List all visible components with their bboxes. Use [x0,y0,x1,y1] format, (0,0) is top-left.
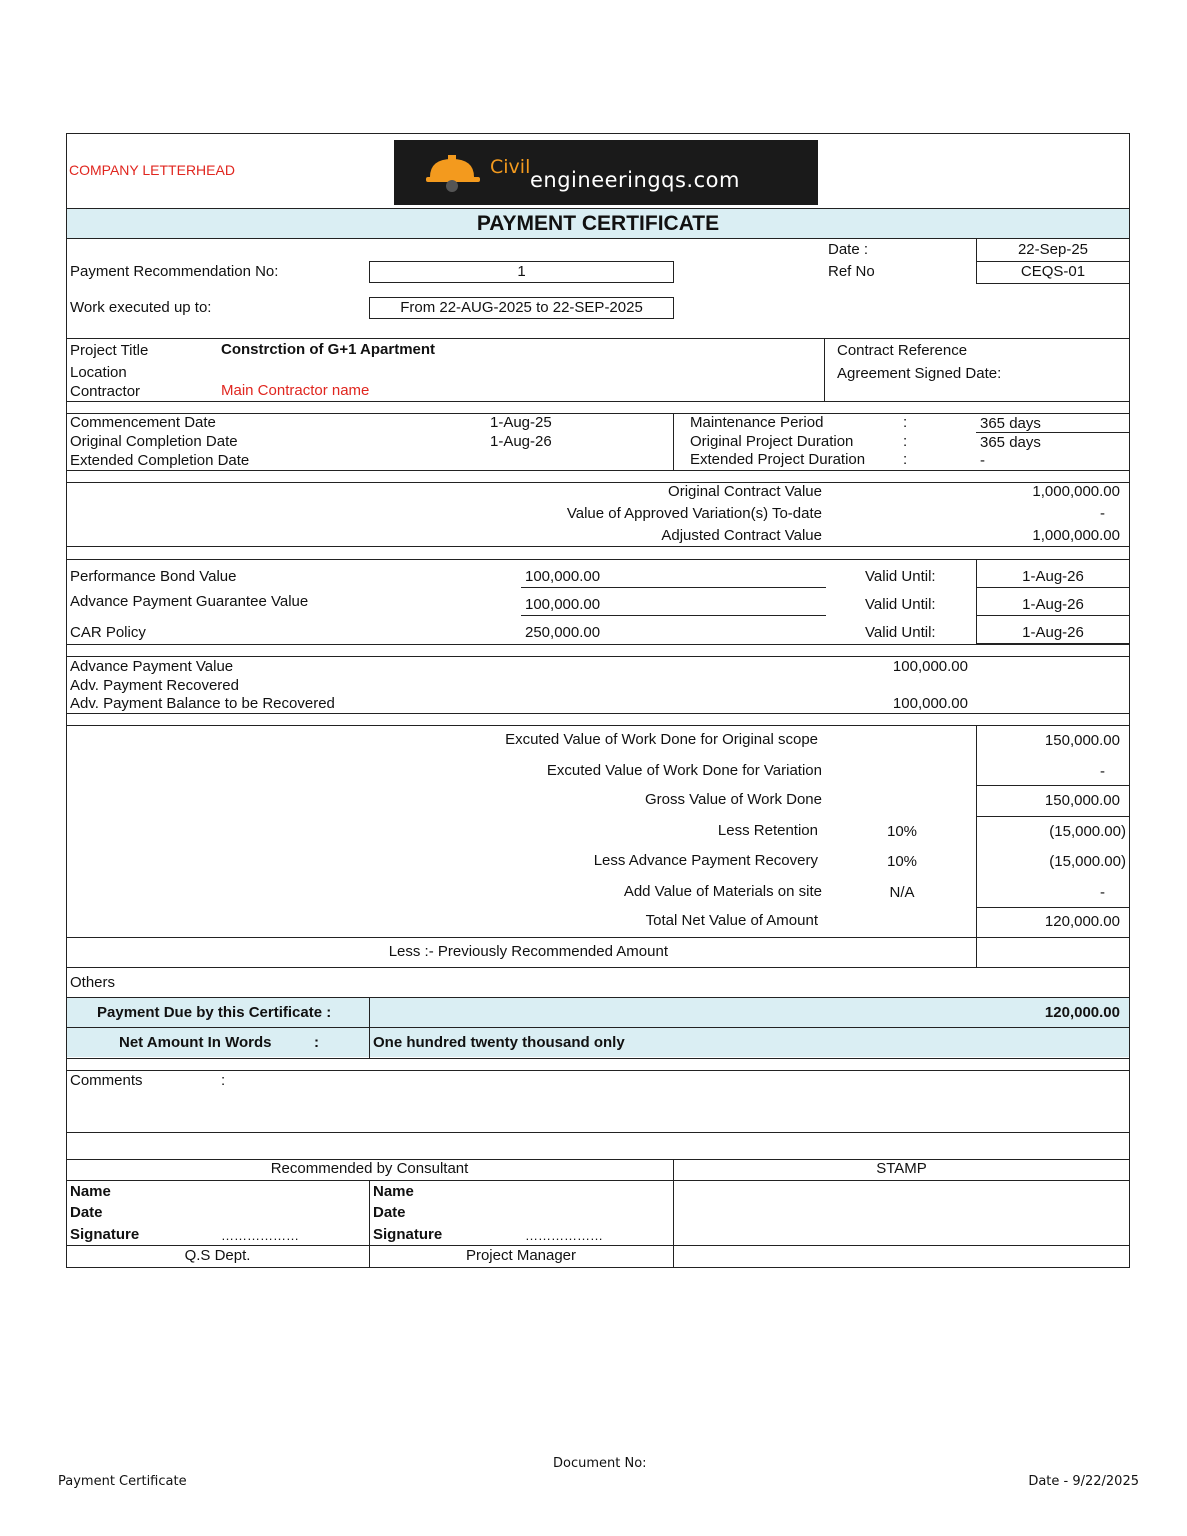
apg-value: 100,000.00 [525,596,601,613]
prev-recommended-label: Less :- Previously Recommended Amount [388,943,668,960]
ext-duration-label: Extended Project Duration [690,451,866,468]
pm-date-label: Date [373,1204,406,1221]
qs-name-label: Name [70,1183,111,1200]
footer-document-no: Document No: [553,1456,647,1471]
work-orig-label: Excuted Value of Work Done for Original scope [505,731,818,748]
car-valid-value: 1-Aug-26 [1022,624,1084,641]
perf-bond-label: Performance Bond Value [70,568,237,585]
orig-duration-label: Original Project Duration [690,433,854,450]
variation-value: - [1100,505,1105,522]
orig-completion-value: 1-Aug-26 [490,433,552,450]
stamp-label: STAMP [876,1160,927,1177]
original-contract-label: Original Contract Value [668,483,822,500]
adjusted-contract-value: 1,000,000.00 [1032,527,1120,544]
payment-due-label: Payment Due by this Certificate : [97,1004,332,1021]
date-value: 22-Sep-25 [1017,241,1089,258]
pm-signature-dots: ……………… [525,1228,603,1243]
qs-date-label: Date [70,1204,103,1221]
maintenance-value: 365 days [980,415,1041,432]
page-title: PAYMENT CERTIFICATE [476,212,720,235]
adv-recovery-pct: 10% [886,853,918,870]
qs-signature-dots: ……………… [221,1228,299,1243]
perf-bond-valid-label: Valid Until: [865,568,936,585]
gross-value: 150,000.00 [1044,792,1120,809]
contract-reference-label: Contract Reference [837,342,968,359]
maintenance-label: Maintenance Period [690,414,824,431]
materials-value: - [1100,884,1105,901]
commencement-value: 1-Aug-25 [490,414,552,431]
retention-pct: 10% [886,823,918,840]
advance-value: 100,000.00 [892,658,968,675]
location-label: Location [70,364,127,381]
net-words-colon: : [314,1034,319,1051]
retention-label: Less Retention [717,822,818,839]
comments-label: Comments [70,1072,143,1089]
footer-title: Payment Certificate [58,1474,187,1489]
original-contract-value: 1,000,000.00 [1032,483,1120,500]
footer-date: Date - 9/22/2025 [1028,1474,1139,1489]
work-var-label: Excuted Value of Work Done for Variation [546,762,822,779]
advance-balance-label: Adv. Payment Balance to be Recovered [70,695,335,712]
contractor-value: Main Contractor name [221,382,370,399]
pm-name-label: Name [373,1183,414,1200]
pm-signature-label: Signature [373,1226,443,1243]
advance-value-label: Advance Payment Value [70,658,234,675]
commencement-label: Commencement Date [70,414,216,431]
project-title-label: Project Title [70,342,149,359]
car-policy-label: CAR Policy [70,624,146,641]
retention-value: (15,000.00) [1049,823,1126,840]
date-label: Date : [828,241,869,258]
net-words-value: One hundred twenty thousand only [373,1034,625,1051]
adv-recovery-value: (15,000.00) [1049,853,1126,870]
hard-hat-gear-icon [424,153,484,193]
apg-valid-value: 1-Aug-26 [1022,596,1084,613]
materials-pct: N/A [889,884,915,901]
orig-duration-value: 365 days [980,434,1041,451]
logo-text-domain: engineeringqs.com [530,168,740,192]
qs-dept-label: Q.S Dept. [184,1247,251,1264]
payment-due-value: 120,000.00 [1044,1004,1120,1021]
adjusted-contract-label: Adjusted Contract Value [661,527,822,544]
work-orig-value: 150,000.00 [1044,732,1120,749]
comments-colon: : [221,1072,226,1089]
ext-completion-label: Extended Completion Date [70,452,250,469]
materials-label: Add Value of Materials on site [623,883,822,900]
car-policy-value: 250,000.00 [525,624,601,641]
gross-label: Gross Value of Work Done [644,791,822,808]
orig-completion-label: Original Completion Date [70,433,238,450]
perf-bond-value: 100,000.00 [525,568,601,585]
qs-signature-label: Signature [70,1226,140,1243]
project-title-value: Constrction of G+1 Apartment [221,341,436,358]
advance-recovered-label: Adv. Payment Recovered [70,677,239,694]
ext-duration-value: - [980,452,985,469]
perf-bond-valid-value: 1-Aug-26 [1022,568,1084,585]
work-executed-value: From 22-AUG-2025 to 22-SEP-2025 [400,299,643,316]
others-label: Others [70,974,116,991]
rec-no-label: Payment Recommendation No: [70,263,279,280]
recommended-by-label: Recommended by Consultant [270,1160,469,1177]
work-executed-label: Work executed up to: [70,299,212,316]
adv-recovery-label: Less Advance Payment Recovery [593,852,818,869]
variation-label: Value of Approved Variation(s) To-date [566,505,822,522]
agreement-signed-label: Agreement Signed Date: [837,365,1002,382]
logo-text-civil: Civil [490,156,531,178]
ref-no-label: Ref No [828,263,875,280]
advance-balance-value: 100,000.00 [892,695,968,712]
total-net-label: Total Net Value of Amount [645,912,818,929]
project-manager-label: Project Manager [465,1247,577,1264]
apg-label: Advance Payment Guarantee Value [70,593,309,610]
car-valid-label: Valid Until: [865,624,936,641]
total-net-value: 120,000.00 [1044,913,1120,930]
ref-no-value: CEQS-01 [1020,263,1086,280]
company-logo [394,140,818,205]
ext-duration-colon: : [903,451,908,468]
net-words-label: Net Amount In Words [119,1034,272,1051]
work-var-value: - [1100,763,1105,780]
orig-duration-colon: : [903,433,908,450]
maintenance-colon: : [903,414,908,431]
apg-valid-label: Valid Until: [865,596,936,613]
company-letterhead: COMPANY LETTERHEAD [69,162,235,178]
rec-no-value: 1 [517,263,526,280]
contractor-label: Contractor [70,383,141,400]
